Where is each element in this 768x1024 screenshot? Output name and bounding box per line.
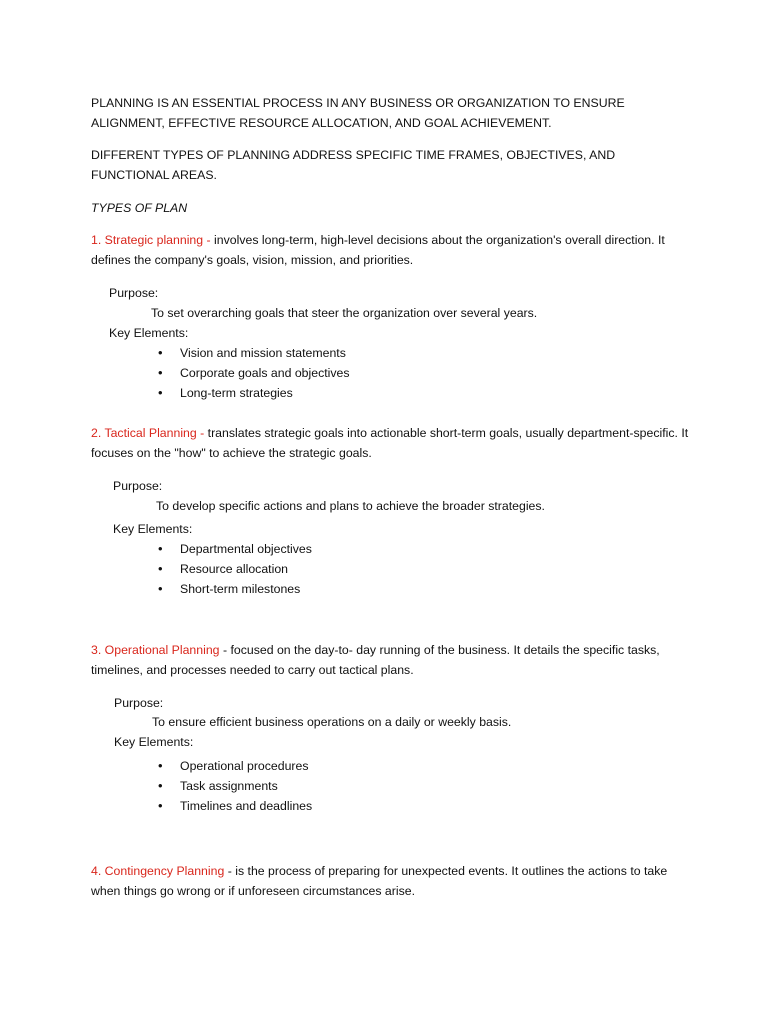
section-3-title: 3. Operational Planning <box>91 643 220 657</box>
section-1-purpose-text: To set overarching goals that steer the organization over several years. <box>151 306 538 320</box>
section-3-paragraph <box>91 640 691 680</box>
bullet-icon: • <box>158 365 163 380</box>
section-1-title: 1. Strategic planning - <box>91 233 211 247</box>
intro-paragraph-1: PLANNING IS AN ESSENTIAL PROCESS IN ANY BUSINESS OR ORGANIZATION TO ENSURE ALIGNMENT, EFFECTIVE RESOURCE ALLOCATION, AND GOAL ACHIEVEMENT. <box>91 96 625 130</box>
bullet-icon: • <box>158 541 163 556</box>
intro-paragraph-2: DIFFERENT TYPES OF PLANNING ADDRESS SPECIFIC TIME FRAMES, OBJECTIVES, AND FUNCTIONAL AREAS. <box>91 148 616 182</box>
section-1-purpose-label: Purpose: <box>109 286 159 300</box>
section-2-description: translates strategic goals into actionable short-term goals, usually department-specific. It focuses on the "how" to achieve the strategic goals. <box>91 426 689 460</box>
section-3-elements-list <box>156 756 312 816</box>
bullet-icon: • <box>158 778 163 793</box>
section-4-title: 4. Contingency Planning <box>91 864 225 878</box>
section-4-paragraph <box>91 861 691 901</box>
list-item: • Departmental objectives <box>156 539 312 559</box>
bullet-icon: • <box>158 561 163 576</box>
bullet-icon: • <box>158 345 163 360</box>
section-2-key-elements-label: Key Elements: <box>113 522 193 536</box>
bullet-icon: • <box>158 758 163 773</box>
section-2-title: 2. Tactical Planning - <box>91 426 205 440</box>
section-2-elements-list <box>156 539 312 599</box>
types-heading: TYPES OF PLAN <box>91 201 188 215</box>
section-3-key-elements-label: Key Elements: <box>114 735 194 749</box>
section-2-paragraph <box>91 423 691 463</box>
list-item: • Task assignments <box>156 776 312 796</box>
section-3-purpose-label: Purpose: <box>114 696 164 710</box>
section-2-purpose-label: Purpose: <box>113 479 163 493</box>
section-1-description: involves long-term, high-level decisions about the organization's overall direction. It defines the company's goals, vision, mission, and priorities. <box>91 233 665 267</box>
section-1-paragraph <box>91 230 691 270</box>
section-1-key-elements-label: Key Elements: <box>109 326 189 340</box>
list-item: • Resource allocation <box>156 559 312 579</box>
list-item: • Corporate goals and objectives <box>156 363 350 383</box>
bullet-icon: • <box>158 798 163 813</box>
section-3-description: - focused on the day-to- day running of the business. It details the specific tasks, timelines, and processes needed to carry out tactical plans. <box>91 643 660 677</box>
bullet-icon: • <box>158 581 163 596</box>
section-2-purpose-text: To develop specific actions and plans to achieve the broader strategies. <box>156 499 545 513</box>
list-item: • Long-term strategies <box>156 383 350 403</box>
list-item: • Short-term milestones <box>156 579 312 599</box>
list-item: • Timelines and deadlines <box>156 796 312 816</box>
list-item: • Vision and mission statements <box>156 343 350 363</box>
list-item: • Operational procedures <box>156 756 312 776</box>
section-4-description: - is the process of preparing for unexpected events. It outlines the actions to take when things go wrong or if unforeseen circumstances arise. <box>91 864 668 898</box>
section-1-elements-list <box>156 343 350 403</box>
section-3-purpose-text: To ensure efficient business operations on a daily or weekly basis. <box>152 715 512 729</box>
bullet-icon: • <box>158 385 163 400</box>
